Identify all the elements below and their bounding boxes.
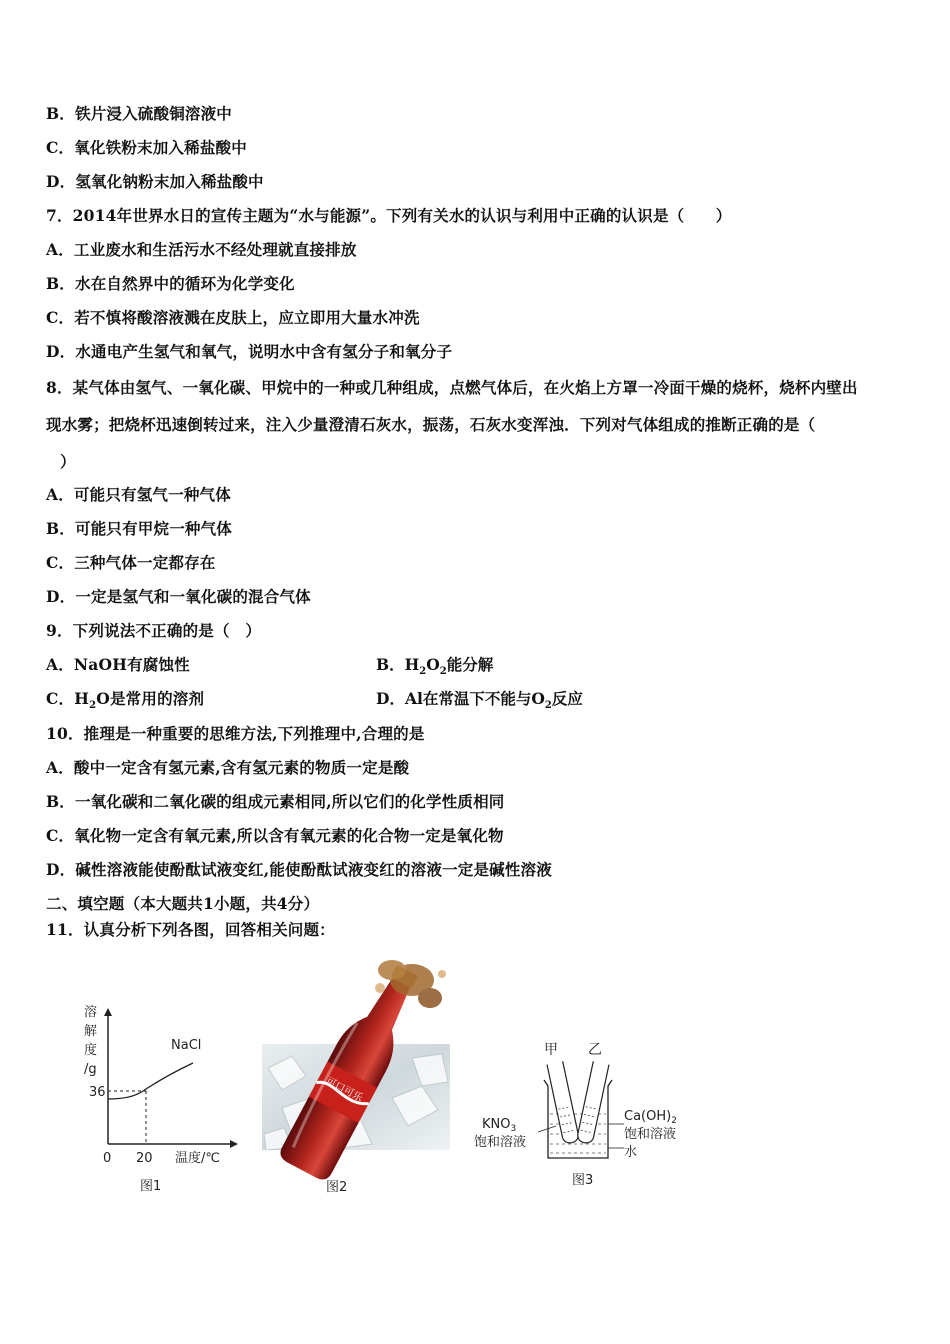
q9-option-d: D．Al在常温下不能与$O_2$反应 [376,689,583,712]
q8-stem-line1: 8．某气体由氢气、一氧化碳、甲烷中的一种或几种组成，点燃气体后，在火焰上方罩一冷面干燥的烧杯，烧杯内壁出 [46,378,858,397]
q7-stem: 7．2014年世界水日的宣传主题为“水与能源”。下列有关水的认识与利用中正确的认识是（ ） [46,206,732,225]
fig1-ylabel-char: 解 [84,1024,98,1039]
fig1-x-origin: 0 [103,1151,112,1166]
fig3-right-label-3: 水 [624,1145,638,1160]
q6-option-d: D．氢氧化钠粉末加入稀盐酸中 [46,172,264,191]
fig3-tube-b [576,1061,609,1144]
figure-1-solubility-graph [78,1000,248,1200]
figure-3-beaker-diagram [468,1036,698,1196]
q9-stem: 9．下列说法不正确的是（ ） [46,621,262,640]
fig2-caption: 图2 [326,1180,348,1195]
fig1-curve-label: NaCl [171,1038,202,1053]
fig3-right-label-1: $Ca(OH)_2$ [624,1109,677,1126]
fig3-left-label-1: $KNO_3$ [482,1117,517,1134]
q8-stem-line3: ） [60,452,76,471]
q10-stem: 10．推理是一种重要的思维方法,下列推理中,合理的是 [46,724,425,743]
fig1-ylabel-char: 度 [84,1043,98,1058]
q11-stem: 11．认真分析下列各图，回答相关问题： [46,920,335,939]
fig1-ylabel-char: /g [84,1062,97,1077]
fig3-tube-a [547,1061,580,1144]
section-heading: 二、填空题（本大题共1小题，共4分） [46,894,320,913]
figure-2-soda-bottle-photo [262,958,452,1198]
fig1-ylabel-char: 溶 [84,1005,98,1020]
q7-option-c: C．若不慎将酸溶液溅在皮肤上，应立即用大量水冲洗 [46,308,420,327]
fig1-y-arrow [104,1008,112,1016]
fig2-bottle-text: 可口可乐 [323,1075,365,1105]
fig1-x-tick: 20 [136,1151,153,1166]
q9-option-c: C．$H_2O$是常用的溶剂 [46,689,205,712]
fig1-xlabel: 温度/℃ [175,1151,220,1166]
fig3-caption: 图3 [572,1173,594,1188]
q10-option-c: C．氧化物一定含有氧元素,所以含有氧元素的化合物一定是氧化物 [46,826,504,845]
fig1-nacl-curve [108,1063,193,1099]
fig3-right-label-2: 饱和溶液 [624,1127,677,1142]
fig3-left-label-2: 饱和溶液 [474,1135,527,1150]
fig1-caption: 图1 [140,1179,162,1194]
fig3-tube-b-label: 乙 [588,1042,602,1058]
q8-option-d: D．一定是氢气和一氧化碳的混合气体 [46,587,311,606]
fig1-y-tick: 36 [89,1085,106,1100]
q10-option-d: D．碱性溶液能使酚酞试液变红,能使酚酞试液变红的溶液一定是碱性溶液 [46,860,552,879]
fig3-pointer [538,1126,556,1132]
q9-option-a: A．NaOH有腐蚀性 [46,655,190,674]
q8-option-a: A．可能只有氢气一种气体 [46,485,231,504]
q7-option-b: B．水在自然界中的循环为化学变化 [46,274,295,293]
q8-option-c: C．三种气体一定都存在 [46,553,216,572]
q9-option-b: B．$H_2O_2$能分解 [376,655,494,678]
q8-stem-line2: 现水雾；把烧杯迅速倒转过来，注入少量澄清石灰水，振荡，石灰水变浑浊．下列对气体组成的推断正确的是（ [46,415,816,434]
q10-option-a: A．酸中一定含有氢元素,含有氢元素的物质一定是酸 [46,758,410,777]
q10-option-b: B．一氧化碳和二氧化碳的组成元素相同,所以它们的化学性质相同 [46,792,505,811]
q7-option-a: A．工业废水和生活污水不经处理就直接排放 [46,240,357,259]
q6-option-b: B．铁片浸入硫酸铜溶液中 [46,104,233,123]
q8-option-b: B．可能只有甲烷一种气体 [46,519,233,538]
fig1-x-arrow [230,1140,238,1148]
q7-option-d: D．水通电产生氢气和氧气，说明水中含有氢分子和氧分子 [46,342,453,361]
q6-option-c: C．氧化铁粉末加入稀盐酸中 [46,138,247,157]
fig3-tube-a-label: 甲 [544,1042,558,1058]
